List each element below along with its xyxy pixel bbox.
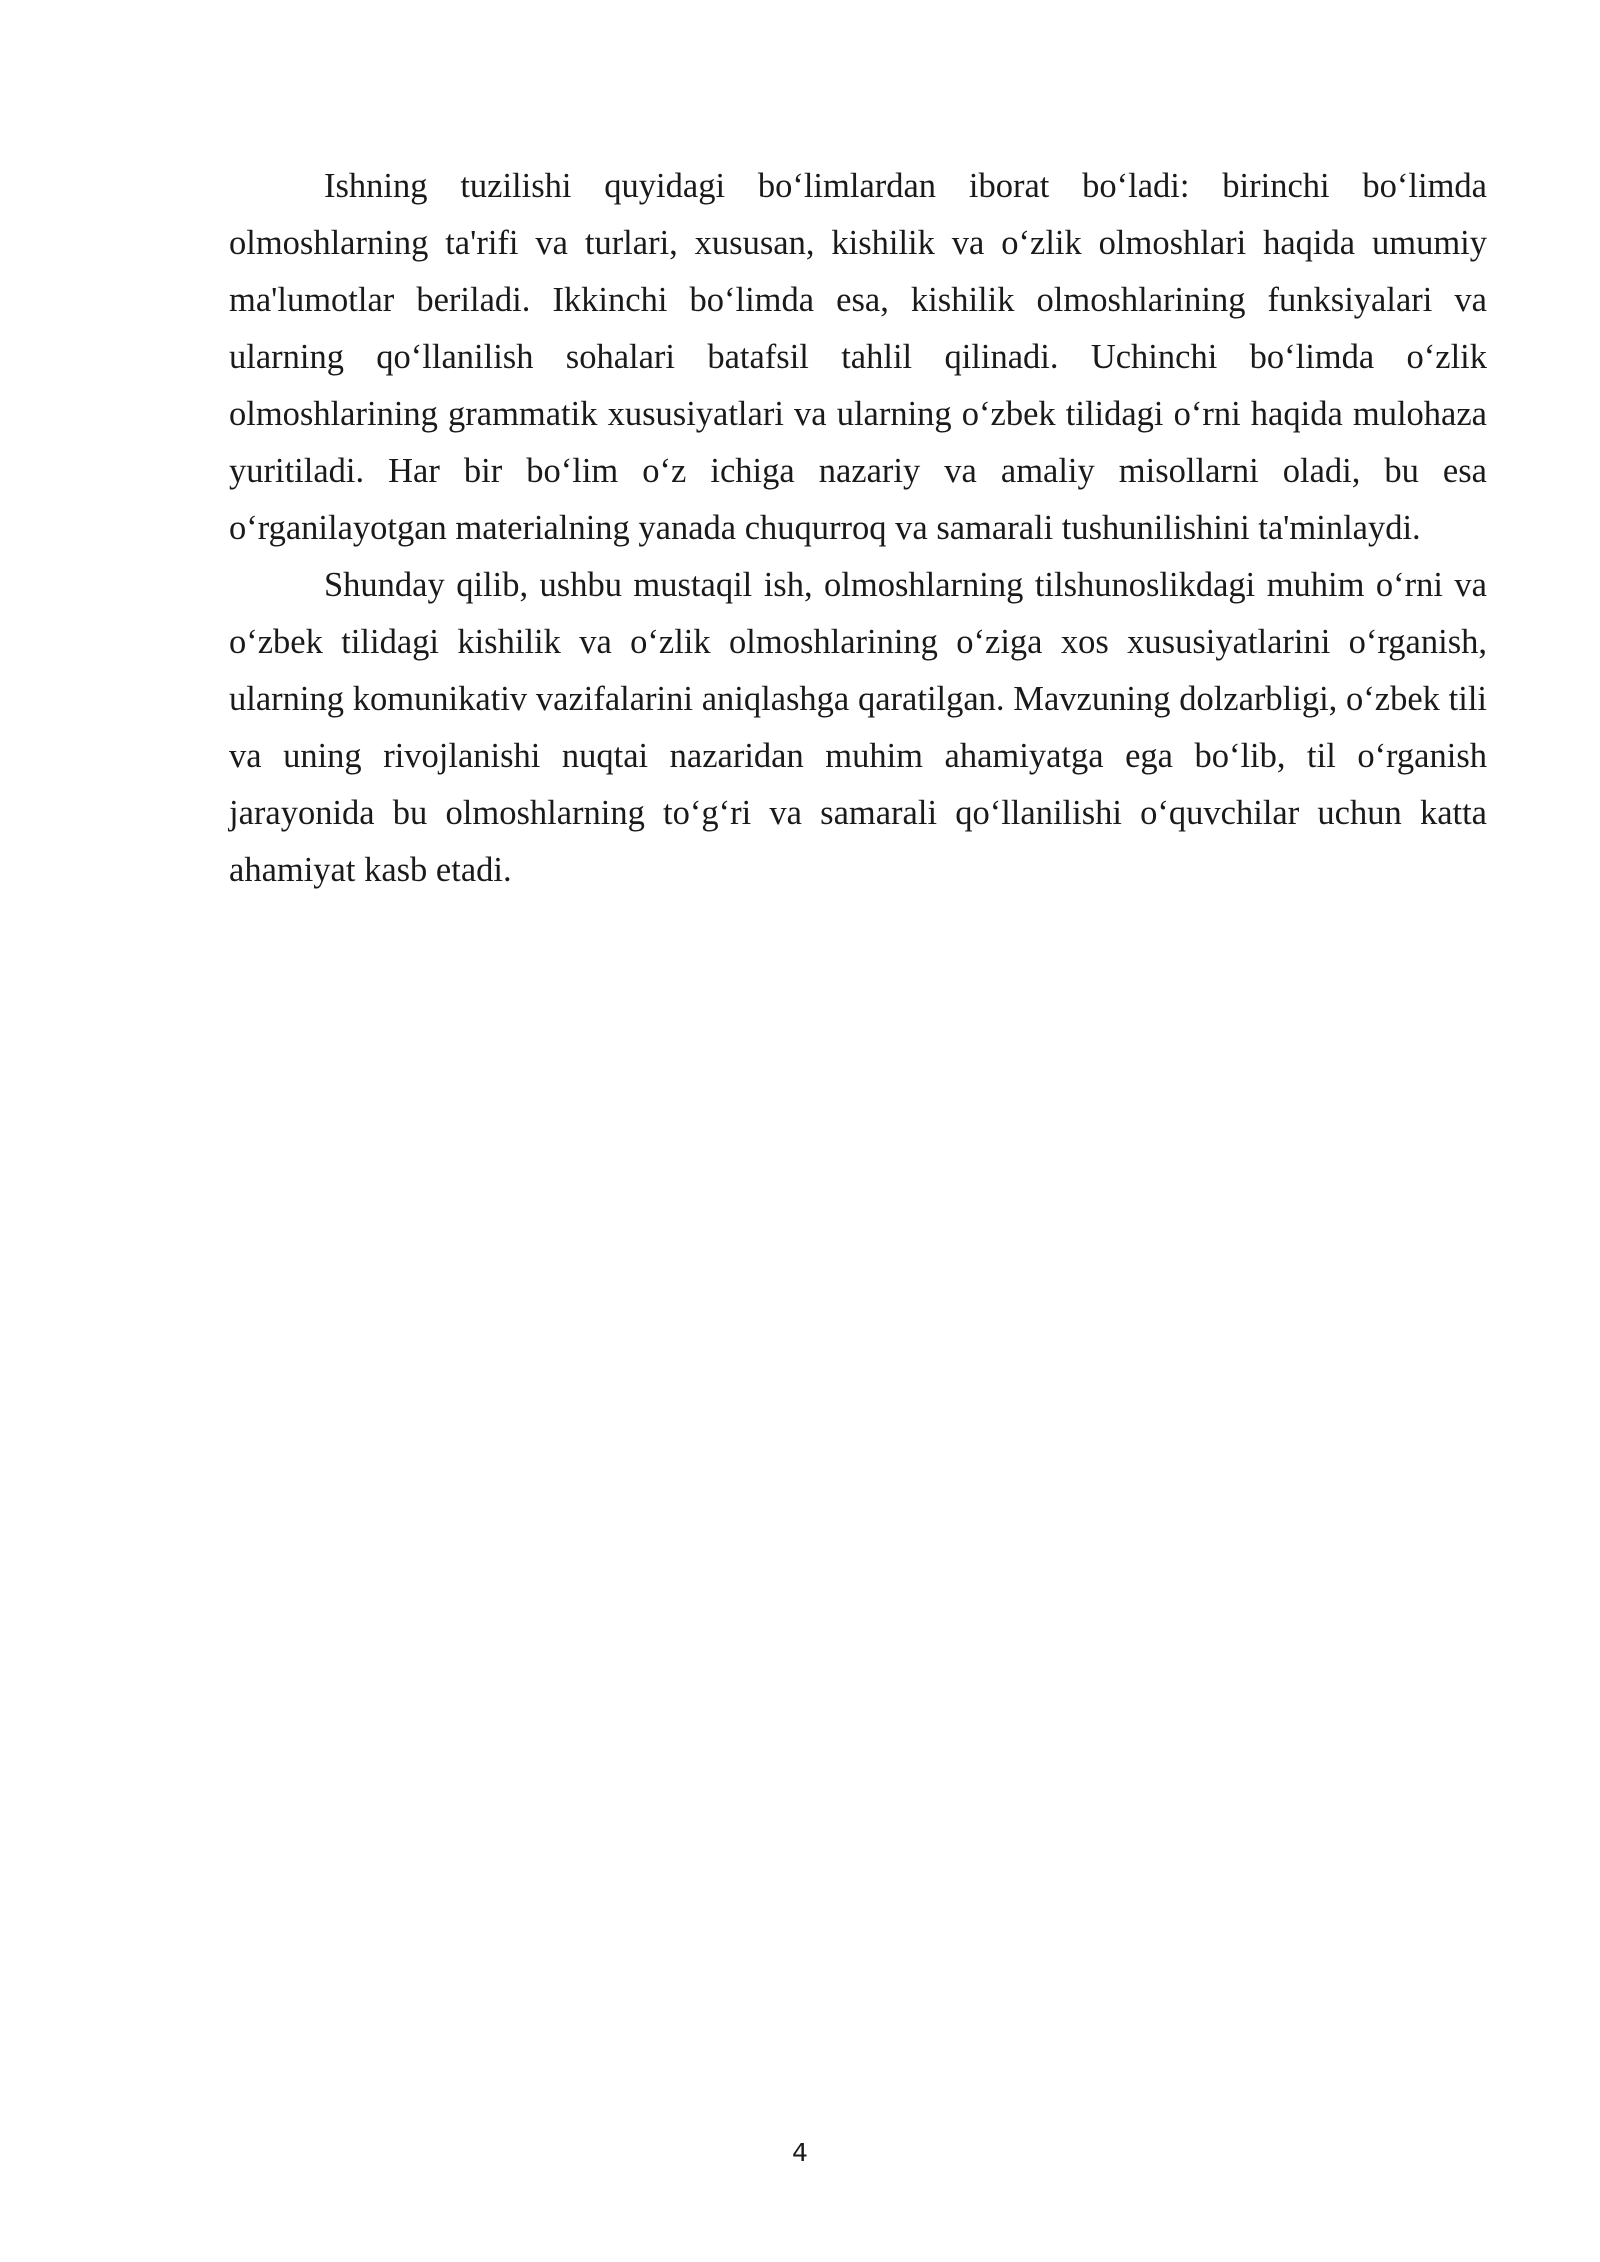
body-text [229,158,1487,899]
paragraph-conclusion: Shunday qilib, ushbu mustaqil ish, olmoshlarning tilshunoslikdagi muhim oʻrni va oʻzbek tilidagi kishilik va oʻzlik olmoshlarining oʻziga xos xususiyatlarini oʻrganish, ularning komunikativ vazifalarini aniqlashga qaratilgan. Mavzuning dolzarbligi, oʻzbek tili va uning rivojlanishi nuqtai nazaridan muhim ahamiyatga ega boʻlib, til oʻrganish jarayonida bu olmoshlarning toʻgʻri va samarali qoʻllanilishi oʻquvchilar uchun katta ahamiyat kasb etadi. [229,566,1487,889]
page-number: 4 [792,2138,808,2167]
paragraph-structure: Ishning tuzilishi quyidagi boʻlimlardan iborat boʻladi: birinchi boʻlimda olmoshlarning ta'rifi va turlari, xususan, kishilik va oʻzlik olmoshlari haqida umumiy ma'lumotlar beriladi. Ikkinchi boʻlimda esa, kishilik olmoshlarining funksiyalari va ularning qoʻllanilish sohalari batafsil tahlil qilinadi. Uchinchi boʻlimda oʻzlik olmoshlarining grammatik xususiyatlari va ularning oʻzbek tilidagi oʻrni haqida mulohaza yuritiladi. Har bir boʻlim oʻz ichiga nazariy va amaliy misollarni oladi, bu esa oʻrganilayotgan materialning yanada chuqurroq va samarali tushunilishini ta'minlaydi. [229,167,1487,547]
